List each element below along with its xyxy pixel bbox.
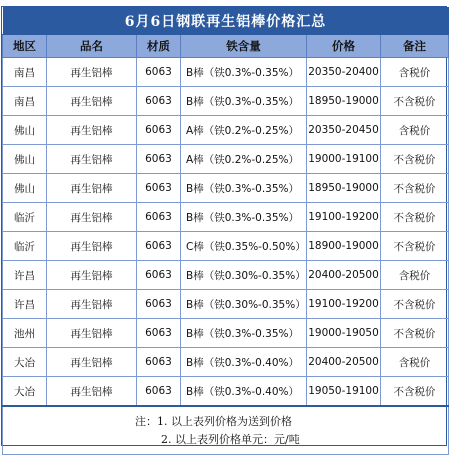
footnotes (135, 413, 448, 449)
cell-remark: 不含税价 (381, 145, 449, 174)
cell-product: 再生铝棒 (47, 232, 137, 261)
table-row (3, 232, 449, 261)
header-row (3, 35, 449, 58)
table-row (3, 319, 449, 348)
cell-price: 20350-20400 (307, 58, 381, 87)
cell-region: 南昌 (3, 87, 47, 116)
header-region: 地区 (3, 35, 47, 58)
cell-product: 再生铝棒 (47, 377, 137, 407)
cell-iron-content: B棒（铁0.3%-0.35%） (181, 174, 307, 203)
cell-remark: 含税价 (381, 58, 449, 87)
cell-iron-content: A棒（铁0.2%-0.25%） (181, 145, 307, 174)
cell-product: 再生铝棒 (47, 348, 137, 377)
cell-price: 19000-19100 (307, 145, 381, 174)
cell-remark: 不含税价 (381, 87, 449, 116)
cell-material: 6063 (137, 203, 181, 232)
table-row (3, 145, 449, 174)
cell-material: 6063 (137, 261, 181, 290)
notes-cell (3, 406, 449, 455)
cell-price: 18950-19000 (307, 87, 381, 116)
cell-remark: 不含税价 (381, 319, 449, 348)
cell-region: 许昌 (3, 261, 47, 290)
header-remark: 备注 (381, 35, 449, 58)
cell-iron-content: B棒（铁0.3%-0.35%） (181, 58, 307, 87)
price-table (2, 7, 449, 455)
cell-price: 20350-20450 (307, 116, 381, 145)
cell-iron-content: B棒（铁0.3%-0.35%） (181, 319, 307, 348)
cell-product: 再生铝棒 (47, 319, 137, 348)
cell-iron-content: B棒（铁0.3%-0.35%） (181, 87, 307, 116)
cell-price: 19100-19200 (307, 203, 381, 232)
cell-material: 6063 (137, 174, 181, 203)
cell-price: 20400-20500 (307, 261, 381, 290)
title-row (3, 7, 449, 35)
cell-price: 19100-19200 (307, 290, 381, 319)
footnote-delivered-price: 注：1. 以上表列价格为送到价格 (135, 414, 292, 428)
cell-product: 再生铝棒 (47, 261, 137, 290)
cell-region: 池州 (3, 319, 47, 348)
table-row (3, 203, 449, 232)
cell-region: 大冶 (3, 348, 47, 377)
cell-material: 6063 (137, 116, 181, 145)
cell-product: 再生铝棒 (47, 174, 137, 203)
table-row (3, 174, 449, 203)
cell-material: 6063 (137, 87, 181, 116)
cell-product: 再生铝棒 (47, 145, 137, 174)
notes-row (3, 406, 449, 455)
cell-iron-content: B棒（铁0.30%-0.35%） (181, 290, 307, 319)
header-iron-content: 铁含量 (181, 35, 307, 58)
cell-material: 6063 (137, 290, 181, 319)
cell-remark: 含税价 (381, 348, 449, 377)
cell-iron-content: B棒（铁0.3%-0.40%） (181, 377, 307, 407)
cell-iron-content: A棒（铁0.2%-0.25%） (181, 116, 307, 145)
cell-region: 许昌 (3, 290, 47, 319)
cell-material: 6063 (137, 377, 181, 407)
table-row (3, 87, 449, 116)
cell-product: 再生铝棒 (47, 116, 137, 145)
cell-iron-content: B棒（铁0.3%-0.40%） (181, 348, 307, 377)
header-material: 材质 (137, 35, 181, 58)
table-title: 6月6日钢联再生铝棒价格汇总 (3, 7, 449, 35)
table-row (3, 290, 449, 319)
cell-region: 南昌 (3, 58, 47, 87)
footnote-price-unit: 2. 以上表列价格单元：元/吨 (161, 432, 300, 446)
table-row (3, 261, 449, 290)
cell-product: 再生铝棒 (47, 203, 137, 232)
cell-remark: 不含税价 (381, 290, 449, 319)
cell-material: 6063 (137, 58, 181, 87)
cell-product: 再生铝棒 (47, 290, 137, 319)
cell-price: 20400-20500 (307, 348, 381, 377)
cell-price: 19000-19050 (307, 319, 381, 348)
cell-material: 6063 (137, 232, 181, 261)
cell-iron-content: C棒（铁0.35%-0.50%） (181, 232, 307, 261)
table-row (3, 377, 449, 407)
cell-price: 18950-19000 (307, 174, 381, 203)
cell-remark: 含税价 (381, 261, 449, 290)
cell-iron-content: B棒（铁0.30%-0.35%） (181, 261, 307, 290)
cell-region: 佛山 (3, 116, 47, 145)
header-product: 品名 (47, 35, 137, 58)
cell-price: 19050-19100 (307, 377, 381, 407)
cell-remark: 不含税价 (381, 232, 449, 261)
cell-remark: 不含税价 (381, 377, 449, 407)
table-row (3, 348, 449, 377)
table-row (3, 58, 449, 87)
cell-remark: 不含税价 (381, 203, 449, 232)
cell-material: 6063 (137, 319, 181, 348)
cell-region: 佛山 (3, 145, 47, 174)
cell-region: 佛山 (3, 174, 47, 203)
cell-region: 临沂 (3, 203, 47, 232)
cell-price: 18900-19000 (307, 232, 381, 261)
cell-iron-content: B棒（铁0.3%-0.35%） (181, 203, 307, 232)
cell-region: 大冶 (3, 377, 47, 407)
cell-material: 6063 (137, 348, 181, 377)
cell-remark: 含税价 (381, 116, 449, 145)
header-price: 价格 (307, 35, 381, 58)
table-row (3, 116, 449, 145)
cell-material: 6063 (137, 145, 181, 174)
price-summary-sheet (1, 6, 447, 446)
cell-region: 临沂 (3, 232, 47, 261)
cell-product: 再生铝棒 (47, 58, 137, 87)
cell-remark: 不含税价 (381, 174, 449, 203)
cell-product: 再生铝棒 (47, 87, 137, 116)
